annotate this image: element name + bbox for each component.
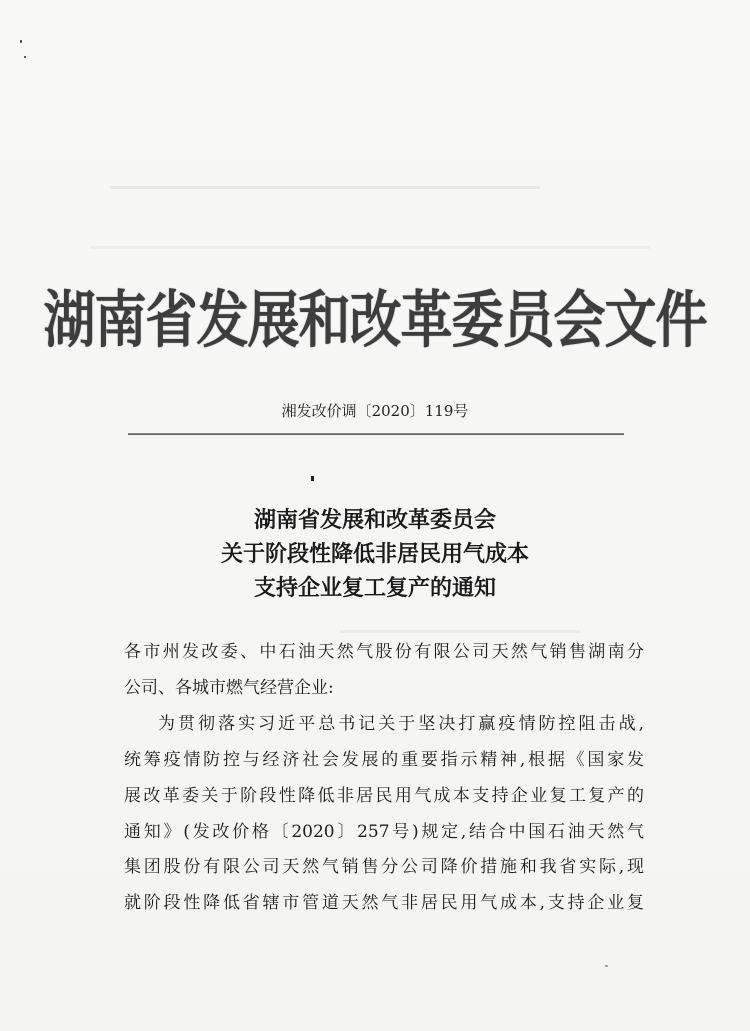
scan-speck — [24, 56, 26, 58]
body-line: 统筹疫情防控与经济社会发展的重要指示精神,根据《国家发 — [124, 750, 644, 770]
ink-mark — [311, 476, 314, 481]
notice-title-line-2: 关于阶段性降低非居民用气成本 — [220, 542, 529, 567]
header-divider — [128, 433, 624, 435]
bleed-through — [90, 246, 650, 249]
body-line: 为贯彻落实习近平总书记关于坚决打赢疫情防控阻击战, — [158, 714, 644, 734]
bleed-through — [110, 186, 540, 189]
document-number: 湘发改价调〔2020〕119号 — [281, 402, 469, 420]
notice-title-line-1: 湖南省发展和改革委员会 — [253, 508, 496, 533]
notice-title-line-3: 支持企业复工复产的通知 — [253, 576, 496, 601]
body-line: 各市州发改委、中石油天然气股份有限公司天然气销售湖南分 — [124, 642, 644, 662]
body-line: 公司、各城市燃气经营企业: — [124, 678, 334, 698]
scan-speck — [605, 965, 608, 967]
body-line: 通知》(发改价格〔2020〕257号)规定,结合中国石油天然气 — [124, 822, 644, 842]
scan-speck — [20, 40, 22, 43]
agency-masthead: 湖南省发展和改革委员会文件 — [43, 285, 707, 357]
body-line: 就阶段性降低省辖市管道天然气非居民用气成本,支持企业复 — [124, 893, 644, 913]
bleed-through — [340, 630, 580, 633]
body-line: 展改革委关于阶段性降低非居民用气成本支持企业复工复产的 — [124, 786, 644, 806]
body-line: 集团股份有限公司天然气销售分公司降价措施和我省实际,现 — [124, 857, 644, 877]
